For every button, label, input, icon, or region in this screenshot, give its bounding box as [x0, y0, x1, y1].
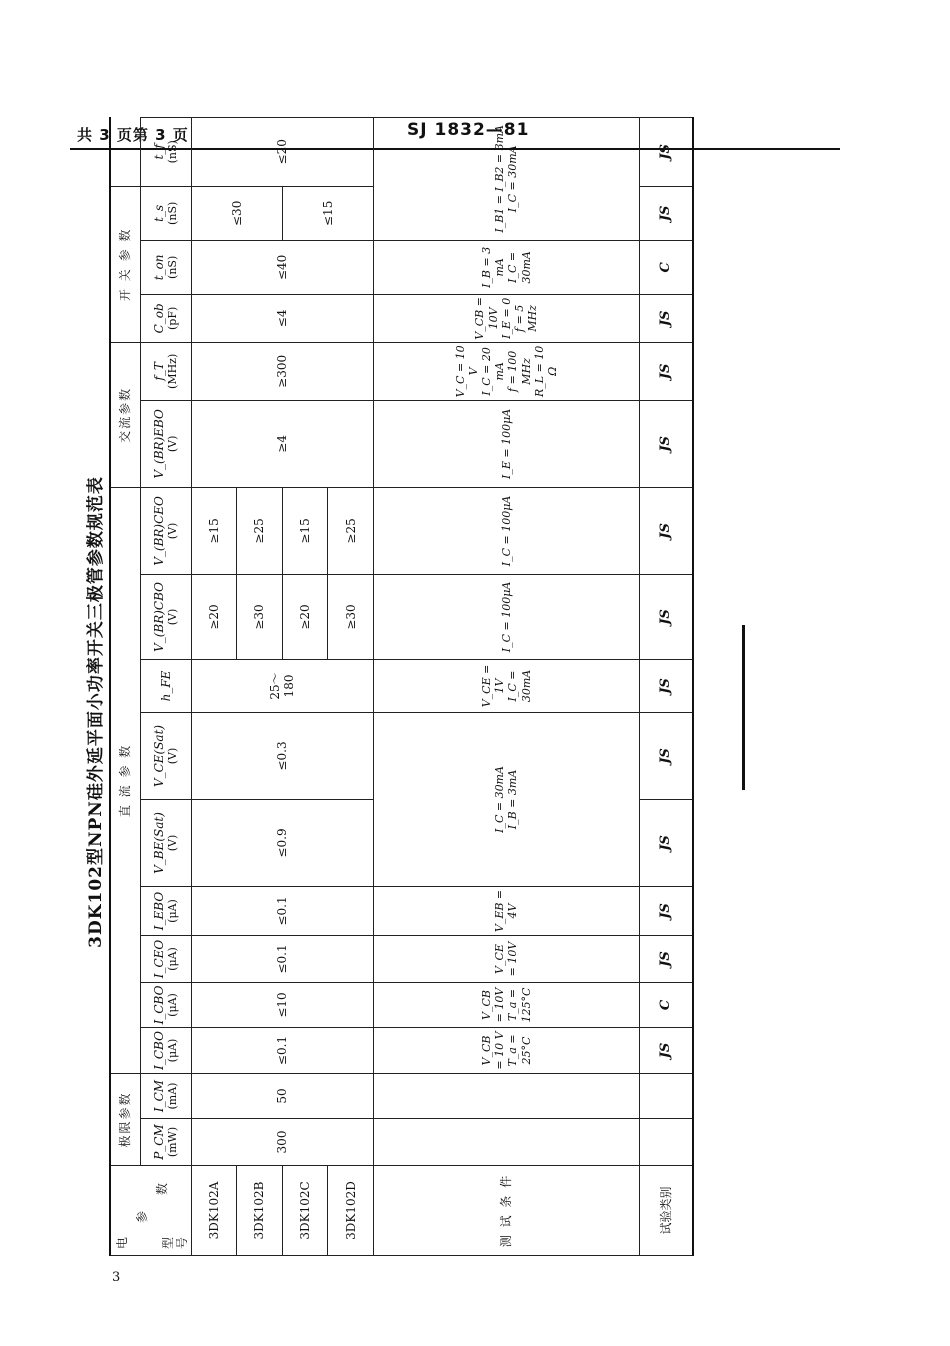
condition-ts-tf: I_B1 = I_B2 = 3mA I_C = 30mA: [374, 117, 640, 240]
page-number: 3: [112, 1270, 121, 1285]
value-vbrceo: ≥15: [282, 487, 328, 574]
value-iceo: ≤0.1: [191, 935, 374, 982]
condition-iceo: V_CE = 10V: [374, 935, 640, 982]
header-corner-cell: [110, 1166, 191, 1256]
model-name: 3DK102C: [282, 1166, 328, 1256]
param-header: I_CBO (μA): [140, 982, 191, 1027]
value-vce-sat: ≤0.3: [191, 712, 374, 799]
value-vbrcbo: ≥30: [237, 574, 283, 659]
param-header: I_CEO (μA): [140, 935, 191, 982]
value-vbrcbo: ≥20: [191, 574, 237, 659]
condition-saturation: I_C = 30mA I_B = 3mA: [374, 712, 640, 886]
param-header: I_EBO (μA): [140, 886, 191, 935]
group-limit-params: 极限参数: [110, 1073, 140, 1165]
condition-ft: V_C = 10 V I_C = 20 mA f = 100 MHz R_L = 10 Ω: [374, 342, 640, 400]
category-code: JS: [639, 799, 693, 886]
param-header: t_f (nS): [140, 117, 191, 186]
condition-vbrebo: I_E = 100μA: [374, 400, 640, 487]
param-header: P_CM (mW): [140, 1119, 191, 1166]
category-code: C: [639, 982, 693, 1027]
value-icbo-125c: ≤10: [191, 982, 374, 1027]
param-header: t_on (nS): [140, 240, 191, 294]
corner-char: 参: [135, 1210, 149, 1223]
corner-char: 数: [155, 1182, 169, 1195]
category-code: JS: [639, 186, 693, 240]
value-vbrceo: ≥25: [237, 487, 283, 574]
model-row: [191, 117, 237, 1255]
test-condition-row: [374, 117, 640, 1255]
value-ts-cd: ≤15: [282, 186, 373, 240]
category-empty: [639, 1119, 693, 1166]
category-code: JS: [639, 712, 693, 799]
value-hfe: 25～180: [191, 659, 374, 712]
parameter-table: [109, 117, 694, 1256]
param-header: V_(BR)EBO (V): [140, 400, 191, 487]
param-header: I_CM (mA): [140, 1073, 191, 1118]
category-code: JS: [639, 487, 693, 574]
value-pcm: 300: [191, 1119, 374, 1166]
value-vbrcbo: ≥30: [328, 574, 374, 659]
corner-char: 电: [115, 1236, 129, 1249]
value-vbrceo: ≥15: [191, 487, 237, 574]
test-category-row: [639, 117, 693, 1255]
value-cob: ≤4: [191, 294, 374, 342]
group-dc-params: 直 流 参 数: [110, 487, 140, 1073]
category-code: JS: [639, 574, 693, 659]
param-header: V_BE(Sat) (V): [140, 799, 191, 886]
condition-vbrcbo: I_C = 100μA: [374, 574, 640, 659]
value-ft: ≥300: [191, 342, 374, 400]
page-count: 共 3 页第 3 页: [77, 126, 189, 144]
param-header: h_FE: [140, 659, 191, 712]
param-header: f_T (MHz): [140, 342, 191, 400]
model-name: 3DK102D: [328, 1166, 374, 1256]
corner-char: 号: [175, 1236, 189, 1249]
condition-icbo-25c: V_CB = 10 V T_a = 25°C: [374, 1027, 640, 1073]
value-ts-ab: ≤30: [191, 186, 282, 240]
category-code: JS: [639, 117, 693, 186]
category-code: JS: [639, 659, 693, 712]
value-iebo: ≤0.1: [191, 886, 374, 935]
category-code: JS: [639, 935, 693, 982]
value-ton: ≤40: [191, 240, 374, 294]
value-vbrcbo: ≥20: [282, 574, 328, 659]
condition-iebo: V_EB = 4V: [374, 886, 640, 935]
model-name: 3DK102B: [237, 1166, 283, 1256]
category-empty: [639, 1073, 693, 1118]
category-code: JS: [639, 400, 693, 487]
condition-icbo-125c: V_CB = 10V T_a = 125°C: [374, 982, 640, 1027]
param-header: V_(BR)CBO (V): [140, 574, 191, 659]
value-tf: ≤20: [191, 117, 374, 186]
value-vbrebo: ≥4: [191, 400, 374, 487]
category-code: JS: [639, 294, 693, 342]
condition-empty: [374, 1119, 640, 1166]
category-code: C: [639, 240, 693, 294]
param-header: V_CE(Sat) (V): [140, 712, 191, 799]
corner-char: 型: [161, 1236, 175, 1249]
param-header-row: [140, 117, 191, 1255]
param-header: C_ob (pF): [140, 294, 191, 342]
condition-empty: [374, 1073, 640, 1118]
test-category-label: 试验类别: [639, 1166, 693, 1256]
standard-number: SJ 1832—81: [407, 120, 530, 140]
value-icm: 50: [191, 1073, 374, 1118]
condition-vbrceo: I_C = 100μA: [374, 487, 640, 574]
value-vbrceo: ≥25: [328, 487, 374, 574]
margin-mark: [742, 625, 745, 790]
condition-cob: V_CB = 10V I_E = 0 f = 5 MHz: [374, 294, 640, 342]
test-condition-label: 测 试 条 件: [374, 1166, 640, 1256]
category-code: JS: [639, 1027, 693, 1073]
value-vbe-sat: ≤0.9: [191, 799, 374, 886]
group-switch-params: 开 关 参 数: [110, 186, 140, 342]
value-icbo-25c: ≤0.1: [191, 1027, 374, 1073]
category-code: JS: [639, 342, 693, 400]
model-name: 3DK102A: [191, 1166, 237, 1256]
param-header: t_s (nS): [140, 186, 191, 240]
condition-hfe: V_CE = 1V I_C = 30mA: [374, 659, 640, 712]
category-code: JS: [639, 886, 693, 935]
condition-ton: I_B = 3 mA I_C = 30mA: [374, 240, 640, 294]
group-ac-params: 交流参数: [110, 342, 140, 487]
param-header: I_CBO (μA): [140, 1027, 191, 1073]
table-title: 3DK102型NPN硅外延平面小功率开关三极管参数规范表: [86, 476, 106, 948]
param-header: V_(BR)CEO (V): [140, 487, 191, 574]
